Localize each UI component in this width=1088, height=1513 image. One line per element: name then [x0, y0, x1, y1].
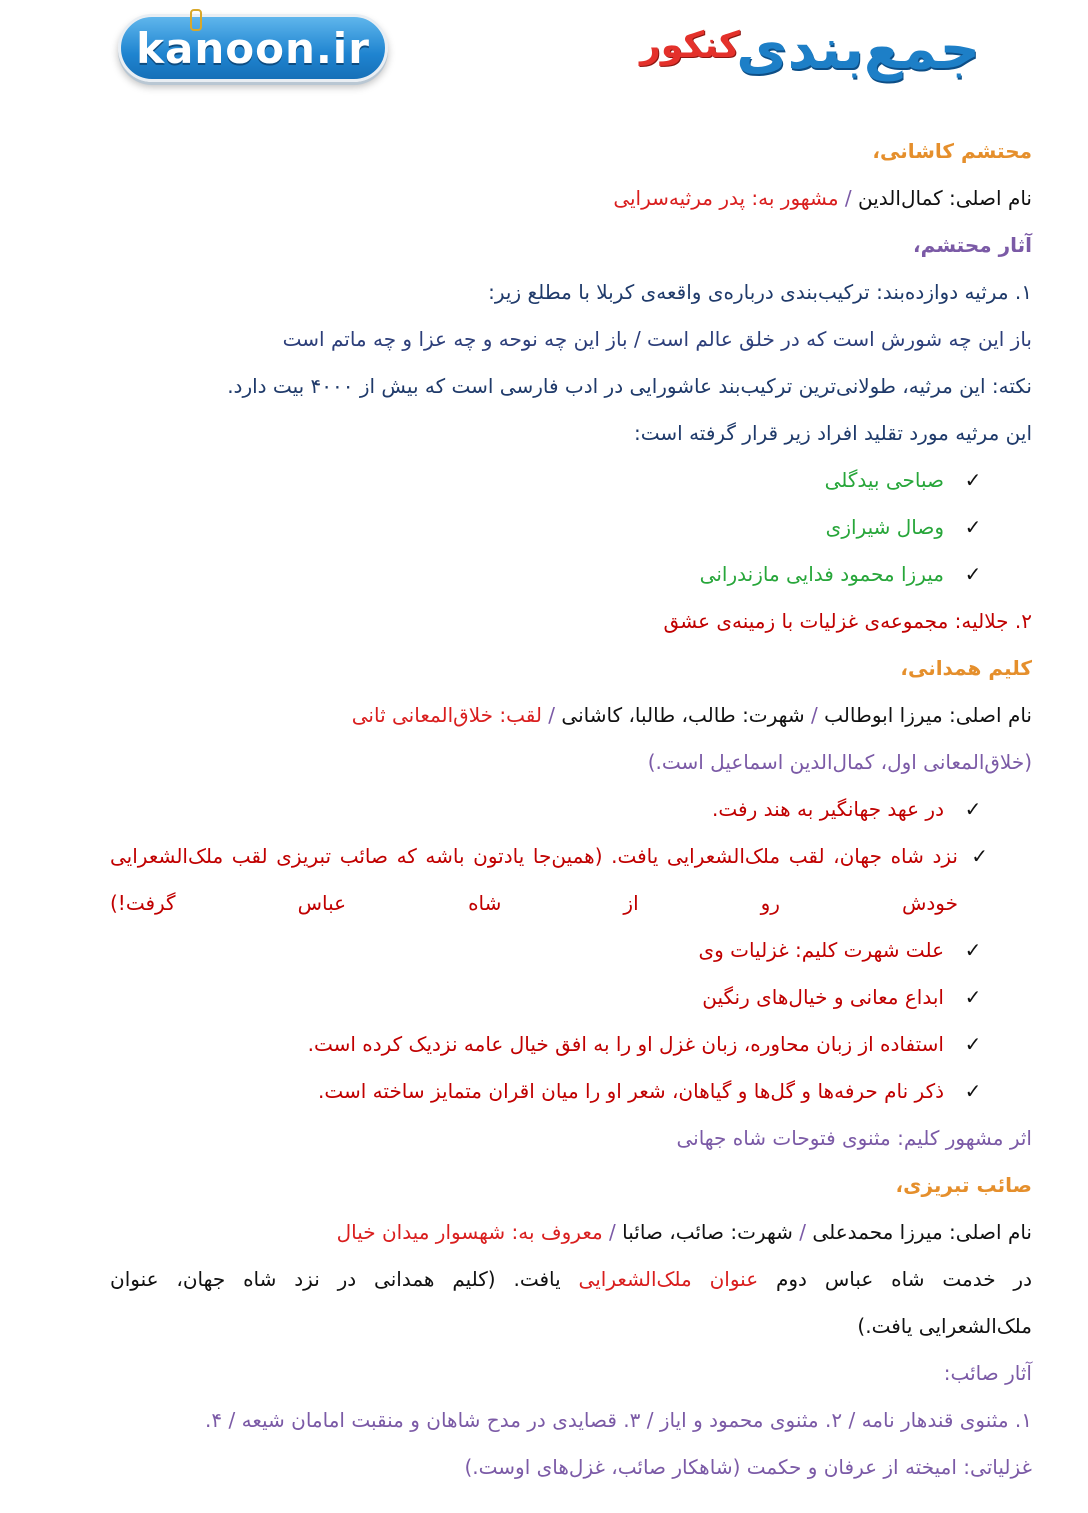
- check-icon: ✓: [964, 1079, 982, 1103]
- check-icon: ✓: [964, 515, 982, 539]
- section-heading-kalim: کلیم همدانی،: [900, 656, 1032, 680]
- check-icon: ✓: [964, 1032, 982, 1056]
- kalim-fame: شهرت: طالب، طالبا، کاشانی: [561, 703, 805, 727]
- check-icon: ✓: [964, 562, 982, 586]
- imitator-item: ✓میرزا محمود فدایی مازندرانی: [110, 551, 1032, 598]
- kalim-title: لقب: خلاق‌المعانی ثانی: [351, 703, 542, 727]
- separator: /: [602, 1220, 623, 1244]
- mohtasham-work-1: ۱. مرثیه دوازده‌بند: ترکیب‌بندی درباره‌ی واقعه‌ی کربلا با مطلع زیر:: [488, 280, 1032, 304]
- kanoon-logo: [118, 14, 388, 82]
- saeb-works-heading: آثار صائب:: [943, 1361, 1032, 1385]
- separator: /: [541, 703, 562, 727]
- paperclip-icon: [190, 9, 202, 31]
- kanoon-logo-text: kanoon.ir: [136, 23, 370, 73]
- check-icon: ✓: [971, 844, 988, 868]
- saeb-service-line-2: ملک‌الشعرایی یافت.): [857, 1314, 1032, 1338]
- kalim-bullet: ✓ابداع معانی و خیال‌های رنگین: [110, 974, 1032, 1021]
- jambandi-konkur-logo: [640, 12, 980, 98]
- kalim-name-line: [110, 692, 1032, 739]
- check-icon: ✓: [964, 468, 982, 492]
- separator: /: [804, 703, 825, 727]
- kalim-famous-work: اثر مشهور کلیم: مثنوی فتوحات شاه جهانی: [676, 1126, 1032, 1150]
- saeb-service-line-1: در خدمت شاه عباس دوم عنوان ملک‌الشعرایی یافت. (کلیم همدانی در نزد شاه جهان، عنوان: [110, 1267, 1032, 1291]
- mohtasham-works-heading: آثار محتشم،: [913, 233, 1032, 257]
- saeb-known-as: معروف به: شهسوار میدان خیال: [336, 1220, 603, 1244]
- check-icon: ✓: [964, 797, 982, 821]
- mohtasham-known-as: مشهور به: پدر مرثیه‌سرایی: [613, 186, 839, 210]
- mohtasham-imitated: این مرثیه مورد تقلید افراد زیر قرار گرفته است:: [634, 421, 1032, 445]
- section-heading-saeb: صائب تبریزی،: [895, 1173, 1032, 1197]
- kalim-bullet: ✓استفاده از زبان محاوره، زبان غزل او را به افق خیال عامه نزدیک کرده است.: [110, 1021, 1032, 1068]
- check-icon: ✓: [964, 938, 982, 962]
- saeb-works-line-1: ۱. مثنوی قندهار نامه / ۲. مثنوی محمود و ایاز / ۳. قصایدی در مدح شاهان و منقبت امامان شیعه / ۴.: [205, 1408, 1032, 1432]
- kalim-paren-note: (خلاق‌المعانی اول، کمال‌الدین اسماعیل است.): [647, 750, 1032, 774]
- document-body: [110, 128, 1032, 1491]
- mohtasham-note: نکته: این مرثیه، طولانی‌ترین ترکیب‌بند عاشورایی در ادب فارسی است که بیش از ۴۰۰۰ بیت دارد.: [227, 374, 1032, 398]
- kalim-bullet: ✓در عهد جهانگیر به هند رفت.: [110, 786, 1032, 833]
- saeb-real-name: نام اصلی: میرزا محمدعلی: [812, 1220, 1032, 1244]
- saeb-fame: شهرت: صائب، صائبا: [622, 1220, 793, 1244]
- imitator-item: ✓وصال شیرازی: [110, 504, 1032, 551]
- separator: /: [838, 186, 859, 210]
- saeb-service-title: عنوان ملک‌الشعرایی: [578, 1267, 759, 1291]
- kalim-bullet: ✓ نزد شاه جهان، لقب ملک‌الشعرایی یافت. (همین‌جا یادتون باشه که صائب تبریزی لقب ملک‌الشعرایی خودش رو از شاه عباس گرفت!): [110, 833, 1032, 927]
- kalim-real-name: نام اصلی: میرزا ابوطالب: [824, 703, 1032, 727]
- mohtasham-verse: باز این چه شورش است که در خلق عالم است / باز این چه نوحه و چه عزا و چه ماتم است: [282, 327, 1032, 351]
- logo-title-sub: کنکور: [640, 25, 740, 66]
- kalim-bullet: ✓علت شهرت کلیم: غزلیات وی: [110, 927, 1032, 974]
- check-icon: ✓: [964, 985, 982, 1009]
- section-heading-mohtasham: محتشم کاشانی،: [872, 139, 1032, 163]
- kalim-bullet: ✓ذکر نام حرفه‌ها و گل‌ها و گیاهان، شعر او را میان اقران متمایز ساخته است.: [110, 1068, 1032, 1115]
- mohtasham-name-line: [110, 175, 1032, 222]
- imitator-item: ✓صباحی بیدگلی: [110, 457, 1032, 504]
- logo-title-main: جمع‌بندی: [736, 17, 980, 82]
- mohtasham-real-name: نام اصلی: کمال‌الدین: [858, 186, 1032, 210]
- page-header: [0, 0, 1088, 110]
- saeb-works-line-2: غزلیاتی: امیخته از عرفان و حکمت (شاهکار صائب، غزل‌های اوست.): [464, 1455, 1032, 1479]
- separator: /: [792, 1220, 813, 1244]
- mohtasham-work-2: ۲. جلالیه: مجموعه‌ی غزلیات با زمینه‌ی عشق: [663, 609, 1032, 633]
- saeb-name-line: [110, 1209, 1032, 1256]
